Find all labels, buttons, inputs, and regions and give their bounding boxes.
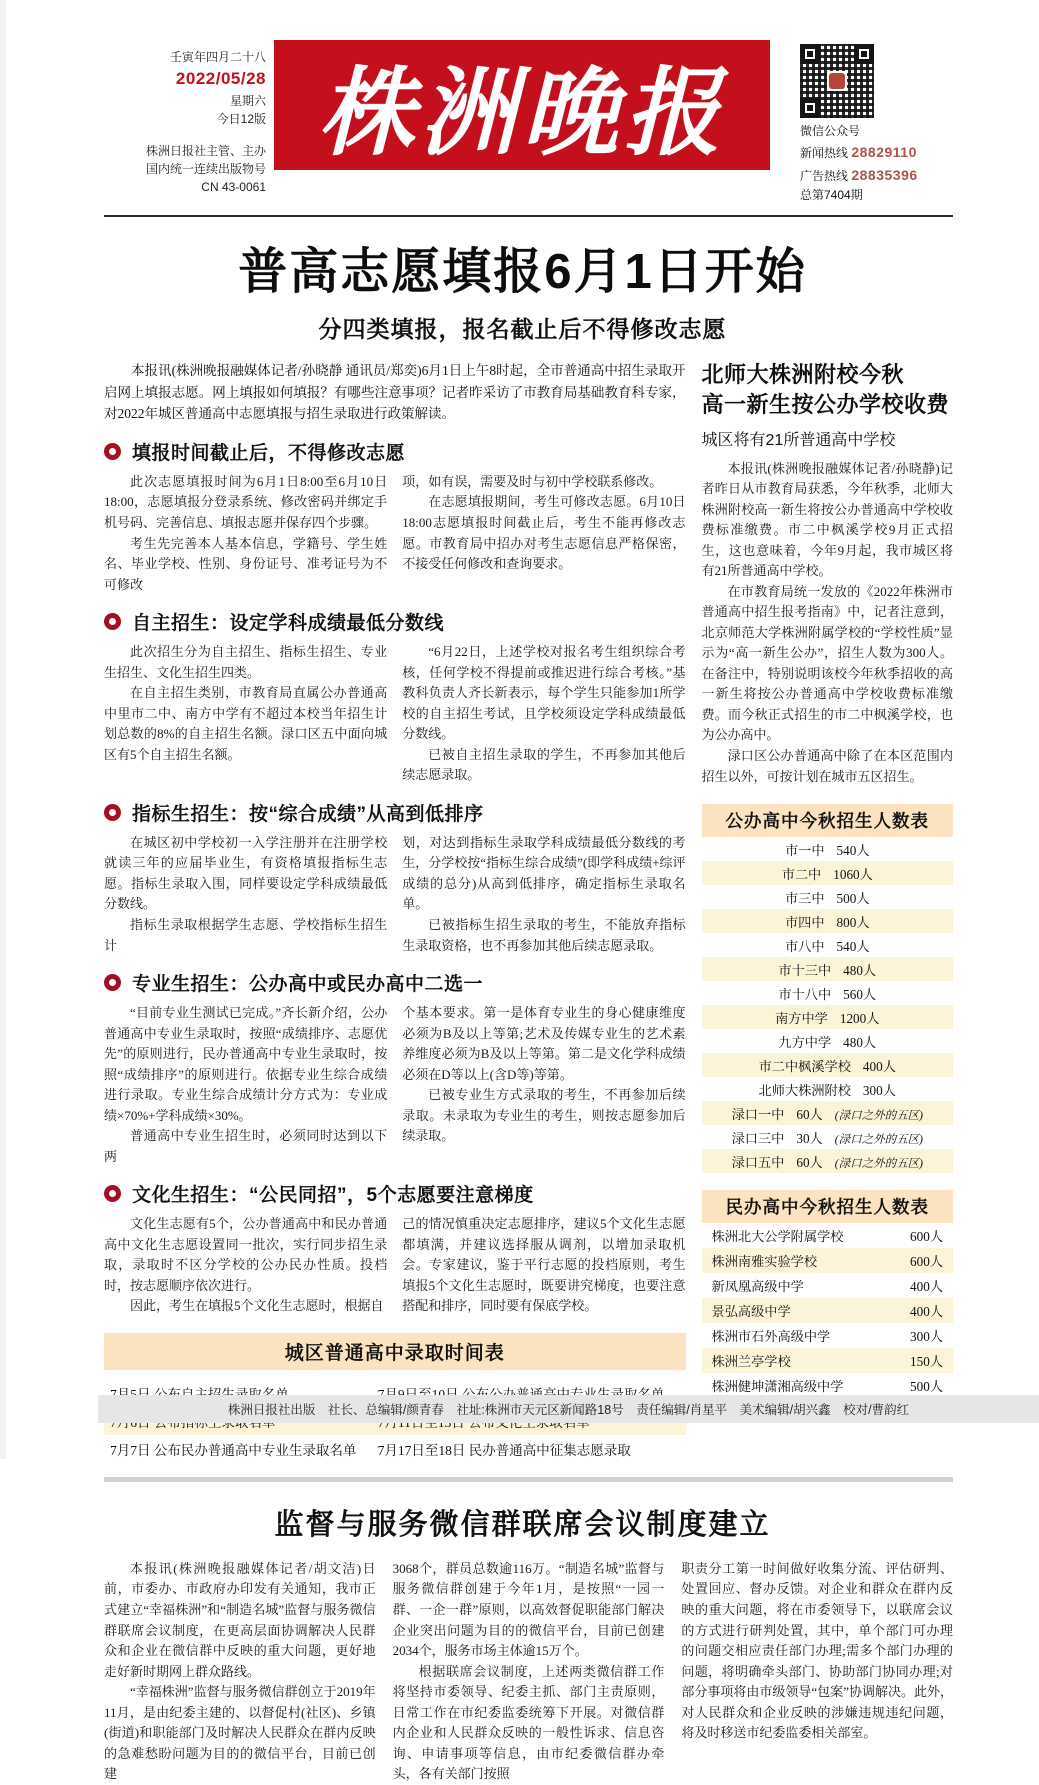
school-name: 渌口一中	[731, 1106, 785, 1122]
paragraph: “幸福株洲”监督与服务微信群创立于2019年11月，是由纪委主建的、以督促村(社区)、乡镇(街道)和职能部门及时解决人民群众在群内反映的急难愁盼问题为目的的微信平台，目前已创建	[104, 1684, 376, 1782]
paragraph: 职责分工第一时间做好收集分流、评估研判、处置回应、督办反馈。对企业和群众在群内反映的重大问题，将在市委领导下，以联席会议的方式进行研判处置，其中，单个部门可办理的问题交相应责任部门办理;需多个部门办理的问题，将明确牵头部门、协助部门协同办理;对部分事项将由市级领导“包案”协调解决。此外，对人民群众和企业反映的涉嫌违规违纪问题，将及时移送市纪委监委相关部室。	[681, 1560, 954, 1741]
section-column-1	[104, 642, 387, 786]
section-column-2	[402, 642, 685, 786]
pages-today: 今日12版	[216, 111, 266, 126]
enrollment-count: 1060人	[833, 866, 873, 882]
section-heading	[104, 799, 686, 826]
enrollment-count: 300人	[862, 1082, 896, 1098]
section-zhuanye	[104, 969, 686, 1167]
enrollment-count: 500人	[836, 890, 870, 906]
enrollment-count: 480人	[843, 1034, 877, 1050]
section-column-1	[104, 472, 387, 595]
school-name: 株洲北大公学附属学校	[711, 1229, 844, 1245]
table-row	[702, 1248, 953, 1273]
table-row	[702, 1101, 953, 1125]
ad-hotline-label: 广告热线	[800, 168, 849, 183]
section-heading	[104, 438, 686, 465]
enrollment-count: 60人	[796, 1106, 823, 1122]
enrollment-note: (渌口之外的五区)	[834, 1133, 923, 1146]
school-name: 渌口三中	[731, 1130, 785, 1146]
news-hotline-label: 新闻热线	[800, 146, 849, 161]
newspaper-title: 株洲晚报	[274, 40, 770, 170]
school-name: 市十三中	[778, 962, 832, 978]
sidebar-headline-line2: 高一新生按公办学校收费	[701, 391, 950, 417]
school-name: 新凤凰高级中学	[711, 1279, 804, 1295]
section-heading	[104, 969, 686, 996]
paragraph: 3068个，群员总数逾116万。“制造名城”监督与服务微信群创建于今年1月，是按照“一园一群、一企一群”原则，以高效督促职能部门解决企业突出问题为目的的微信平台，目前已创建2034个，服务市场主体逾15万个。	[392, 1560, 665, 1659]
school-name: 市二中	[781, 866, 822, 882]
sidebar-article	[702, 360, 953, 1463]
table-row	[702, 1077, 953, 1101]
school-name: 市八中	[784, 938, 825, 954]
paragraph: 因此，考生在填报5个文化生志愿时，根据自	[130, 1298, 384, 1314]
paragraph: 已被自主招生录取的学生，不再参加其他后续志愿录取。	[402, 746, 686, 783]
table-row	[702, 1053, 953, 1077]
enrollment-count: 300人	[910, 1329, 943, 1345]
school-name: 市三中	[784, 890, 825, 906]
enrollment-count: 480人	[843, 962, 877, 978]
enrollment-count: 560人	[843, 986, 877, 1002]
section-body	[104, 1214, 686, 1317]
paragraph: 在自主招生类别，市教育局直属公办普通高中里市二中、南方中学有不超过本校当年招生计划总数的8%的自主招生名额。渌口区五中面向城区有5个自主招生名额。	[104, 685, 388, 762]
paragraph: 文化生志愿有5个，公办普通高中和民办普通高中文化生志愿设置同一批次，实行同步招生录取，录取时不区分学校的公办民办性质。投档时，按志愿顺序依次进行。	[104, 1216, 388, 1293]
table-row	[702, 1348, 953, 1373]
section-heading	[104, 1180, 686, 1207]
paragraph: 己的情况慎重决定志愿排序，建议5个文化生志愿都填满，并建议选择服从调剂，以增加录取机会。专家建议，鉴于平行志愿的投档原则，考生填报5个文化生志愿时，既要讲究梯度，也要注意搭配和排序，同时要有保底学校。	[402, 1216, 686, 1314]
paragraph: 指标生录取根据学生志愿、学校指标生招生计	[104, 916, 388, 953]
enrollment-count: 1200人	[839, 1010, 880, 1026]
schedule-cell: 7月7日 公布民办普通高中专业生录取名单	[110, 1442, 357, 1458]
section-bullet-icon	[104, 1185, 121, 1202]
paragraph: 在市教育局统一发放的《2022年株洲市普通高中招生报考指南》中，记者注意到，北京师范大学株洲附属学校的“学校性质”显示为“高一新生公办”，招生人数为300人。在备注中，特别说明该校今年秋季招收的高一新生将按公办普通高中学校收费标准缴费。而今秋正式招生的市二中枫溪学校，也为公办高中。	[701, 583, 953, 743]
news-hotline	[800, 141, 918, 163]
paragraph: “6月22日，上述学校对报名考生组织综合考核，任何学校不得提前或推迟进行综合考核。”基教科负责人齐长新表示，每个学生只能参加1所学校的自主招生考试，且学校须设定学科成绩最低分数线。	[402, 644, 686, 742]
paragraph: 个基本要求。第一是体育专业生的身心健康维度必须为B及以上等第;艺术及传媒专业生的艺术素养维度必须为B及以上等第。第二是文化学科成绩必须在D等以上(含D等)等第。	[402, 1005, 686, 1082]
wechat-label: 微信公众号	[800, 124, 861, 138]
section-wenhua	[104, 1180, 686, 1317]
section-bullet-icon	[104, 804, 121, 821]
news-hotline-number: 28829110	[851, 144, 917, 161]
table-row	[702, 1149, 953, 1173]
paragraph: 此次招生分为自主招生、指标生招生、专业生招生、文化生招生四类。	[104, 644, 388, 680]
enrollment-note: (渌口之外的五区)	[834, 1157, 923, 1170]
section-column-2	[402, 1003, 685, 1167]
main-subhead: 分四类填报，报名截止后不得修改志愿	[318, 316, 727, 343]
lunar-date: 壬寅年四月二十八	[169, 50, 266, 64]
enrollment-count: 60人	[796, 1154, 823, 1170]
section-column-2	[402, 1214, 685, 1317]
lead-intro	[104, 360, 686, 425]
school-name: 市二中枫溪学校	[758, 1058, 851, 1074]
section-title: 自主招生：设定学科成绩最低分数线	[132, 613, 445, 635]
bottom-section-divider	[104, 1477, 953, 1482]
enrollment-count: 500人	[910, 1379, 943, 1395]
enrollment-count: 400人	[910, 1279, 943, 1295]
section-zizhu	[104, 608, 686, 786]
table-row	[702, 1125, 953, 1149]
enrollment-count: 150人	[910, 1354, 943, 1370]
weekday: 星期六	[229, 93, 266, 108]
table-row	[702, 933, 953, 957]
public-table-title: 公办高中今秋招生人数表	[702, 804, 953, 837]
school-name: 株洲市石外高级中学	[711, 1329, 831, 1345]
qr-center-logo-icon	[827, 71, 847, 91]
qr-finder-icon	[800, 98, 820, 118]
section-bullet-icon	[104, 613, 121, 630]
enrollment-count: 540人	[836, 938, 870, 954]
masthead	[6, 0, 1039, 205]
section-title: 填报时间截止后，不得修改志愿	[132, 442, 406, 464]
issn-number: CN 43-0061	[201, 179, 266, 194]
bottom-article-body	[6, 1543, 1039, 1785]
paragraph: 已被指标生招生录取的考生，不能放弃指标生录取资格，也不再参加其他后续志愿录取。	[402, 916, 686, 953]
sidebar-headline-line1: 北师大株洲附校今秋	[701, 362, 905, 388]
school-name: 株洲南雅实验学校	[711, 1254, 818, 1270]
section-body	[104, 1003, 686, 1167]
enrollment-count: 400人	[862, 1058, 896, 1074]
section-heading	[104, 608, 686, 635]
school-name: 南方中学	[775, 1010, 828, 1026]
paragraph: “目前专业生测试已完成。”齐长新介绍，公办普通高中专业生录取时，按照“成绩排序、志愿优先”的原则进行，民办普通高中专业生录取时，按照“成绩排序”的原则进行。依据专业生综合成绩进行录取。专业生综合成绩计分方式为：专业成绩×70%+学科成绩×30%。	[104, 1005, 388, 1123]
school-name: 市四中	[784, 914, 825, 930]
section-column-1	[104, 1214, 387, 1317]
bottom-column-3	[681, 1559, 953, 1785]
school-name: 株洲健坤潇湘高级中学	[711, 1379, 844, 1395]
school-name: 北师大株洲附校	[758, 1082, 851, 1098]
qr-finder-icon	[800, 44, 820, 64]
section-column-1	[104, 1003, 387, 1167]
section-column-2	[402, 472, 685, 595]
private-schools-table	[702, 1190, 953, 1398]
section-bullet-icon	[104, 974, 121, 991]
paragraph: 此次志愿填报时间为6月1日8:00至6月10日18:00，志愿填报分登录系统、修改密码并绑定手机号码、完善信息、填报志愿并保存四个步骤。	[104, 473, 388, 530]
lead-headline-block	[6, 233, 1039, 344]
paragraph: 在城区初中学校初一入学注册并在注册学校就读三年的应届毕业生，有资格填报指标生志愿。指标生录取入围，同样要设定学科成绩最低分数线。	[104, 834, 388, 912]
public-schools-table	[702, 804, 953, 1173]
enrollment-count: 600人	[910, 1254, 943, 1270]
table-row	[702, 837, 953, 861]
section-body	[104, 833, 686, 956]
masthead-contact-block	[800, 30, 918, 205]
table-row	[702, 957, 953, 981]
section-bullet-icon	[104, 443, 121, 460]
enrollment-count: 800人	[836, 914, 870, 930]
section-title: 文化生招生：“公民同招”，5个志愿要注意梯度	[132, 1185, 534, 1207]
enrollment-count: 30人	[796, 1130, 823, 1146]
section-deadline	[104, 438, 686, 595]
paragraph: 本报讯(株洲晚报融媒体记者/孙晓静)记者昨日从市教育局获悉，今年秋季，北师大株洲附校高一新生将按公办普通高中学校收费标准缴费。市二中枫溪学校9月正式招生，这也意味着，今年9月起，我市城区将有21所普通高中学校。	[701, 460, 953, 579]
paragraph: 划，对达到指标生录取学科成绩最低分数线的考生，分学校按“指标生综合成绩”(即学科成绩+综评成绩的总分)从高到低排序，确定指标生录取名单。	[402, 834, 686, 912]
paragraph: 已被专业生方式录取的考生，不再参加后续录取。未录取为专业生的考生，则按志愿参加后续录取。	[402, 1087, 686, 1144]
table-row	[702, 861, 953, 885]
masthead-divider	[104, 215, 953, 217]
enrollment-count: 540人	[836, 842, 870, 858]
table-row	[702, 1323, 953, 1348]
sidebar-body	[702, 459, 953, 788]
school-name: 市十八中	[778, 986, 832, 1002]
schedule-title: 城区普通高中录取时间表	[104, 1333, 686, 1370]
school-name: 九方中学	[778, 1034, 832, 1050]
section-body	[104, 642, 686, 786]
school-name: 市一中	[784, 842, 825, 858]
newspaper-logo	[274, 40, 770, 170]
ad-hotline	[800, 164, 918, 186]
enrollment-count: 400人	[910, 1304, 943, 1320]
school-name: 株洲兰亭学校	[711, 1354, 791, 1370]
paragraph: 项，如有误，需要及时与初中学校联系修改。	[402, 473, 663, 489]
table-row	[702, 1223, 953, 1248]
table-row	[702, 1005, 953, 1029]
enrollment-count: 600人	[910, 1229, 943, 1245]
organizer-line1: 株洲日报社主管、主办	[145, 143, 266, 158]
lead-article	[104, 360, 686, 1463]
table-row	[702, 981, 953, 1005]
paragraph: 普通高中专业生招生时，必须同时达到以下两	[104, 1128, 388, 1164]
paragraph: 根据联席会议制度，上述两类微信群工作将坚持市委领导、纪委主抓、部门主责原则，日常工作在市纪委监委统筹下开展。对微信群内企业和人民群众反映的一般性诉求、信息咨询、申请事项等信息，由市纪委微信群办牵头，各有关部门按照	[392, 1663, 665, 1782]
table-row	[702, 1273, 953, 1298]
school-name: 景弘高级中学	[711, 1304, 791, 1320]
section-title: 专业生招生：公办高中或民办高中二选一	[132, 974, 484, 996]
section-zhibiao	[104, 799, 686, 956]
section-column-2	[402, 833, 685, 956]
bottom-column-2	[393, 1559, 665, 1785]
table-row	[702, 909, 953, 933]
ad-hotline-number: 28835396	[851, 166, 918, 183]
main-headline: 普高志愿填报6月1日开始	[238, 245, 807, 300]
paragraph: 渌口区公办普通高中除了在本区范围内招生以外，可按计划在城市五区招生。	[701, 747, 953, 784]
qr-finder-icon	[854, 44, 874, 64]
bottom-headline: 监督与服务微信群联席会议制度建立	[274, 1508, 771, 1541]
table-row	[702, 1298, 953, 1323]
section-body	[104, 472, 686, 595]
table-row	[702, 1029, 953, 1053]
sidebar-headline	[702, 360, 953, 419]
organizer-line2: 国内统一连续出版物号	[145, 161, 266, 176]
paragraph: 考生先完善本人基本信息，学籍号、学生姓名、毕业学校、性别、身份证号、准考证号为不可修改	[104, 535, 388, 592]
sidebar-subhead: 城区将有21所普通高中学校	[701, 431, 896, 449]
schedule-cell: 7月17日至18日 民办普通高中征集志愿录取	[377, 1442, 631, 1458]
paragraph: 在志愿填报期间，考生可修改志愿。6月10日18:00志愿填报时间截止后，考生不能再修改志愿。市教育局中招办对考生志愿信息严格保密，不接受任何修改和查询要求。	[402, 494, 686, 572]
issue-number: 总第7404期	[800, 187, 863, 202]
publication-date: 2022/05/28	[175, 69, 266, 88]
masthead-date-block	[104, 30, 266, 196]
school-name: 渌口五中	[731, 1154, 785, 1170]
bottom-column-1	[104, 1559, 376, 1785]
section-title: 指标生招生：按“综合成绩”从高到低排序	[132, 803, 484, 825]
wechat-qr-code-icon	[800, 44, 874, 118]
table-row	[702, 885, 953, 909]
main-content	[6, 344, 1039, 1463]
publisher-footer: 株洲日报社出版 社长、总编辑/颜青春 社址:株洲市天元区新闻路18号 责任编辑/肖星平 美术编辑/胡兴鑫 校对/曹韵红	[98, 1395, 1039, 1423]
paragraph: 本报讯(株洲晚报融媒体记者/胡文洁)日前，市委办、市政府办印发有关通知，我市正式建立“幸福株洲”和“制造名城”监督与服务微信群联席会议制度，在更高层面协调解决人民群众和企业在微信群中反映的重大问题，更好地走好新时期网上群众路线。	[104, 1560, 376, 1679]
enrollment-note: (渌口之外的五区)	[834, 1109, 923, 1122]
section-column-1	[104, 833, 387, 956]
private-table-title: 民办高中今秋招生人数表	[702, 1190, 953, 1223]
paragraph: 本报讯(株洲晚报融媒体记者/孙晓静 通讯员/郑奕)6月1日上午8时起，全市普通高中招生录取开启网上填报志愿。网上填报如何填报？有哪些注意事项？记者昨采访了市教育局基础教育科专家，对2022年城区普通高中志愿填报与招生录取进行政策解读。	[104, 363, 686, 422]
